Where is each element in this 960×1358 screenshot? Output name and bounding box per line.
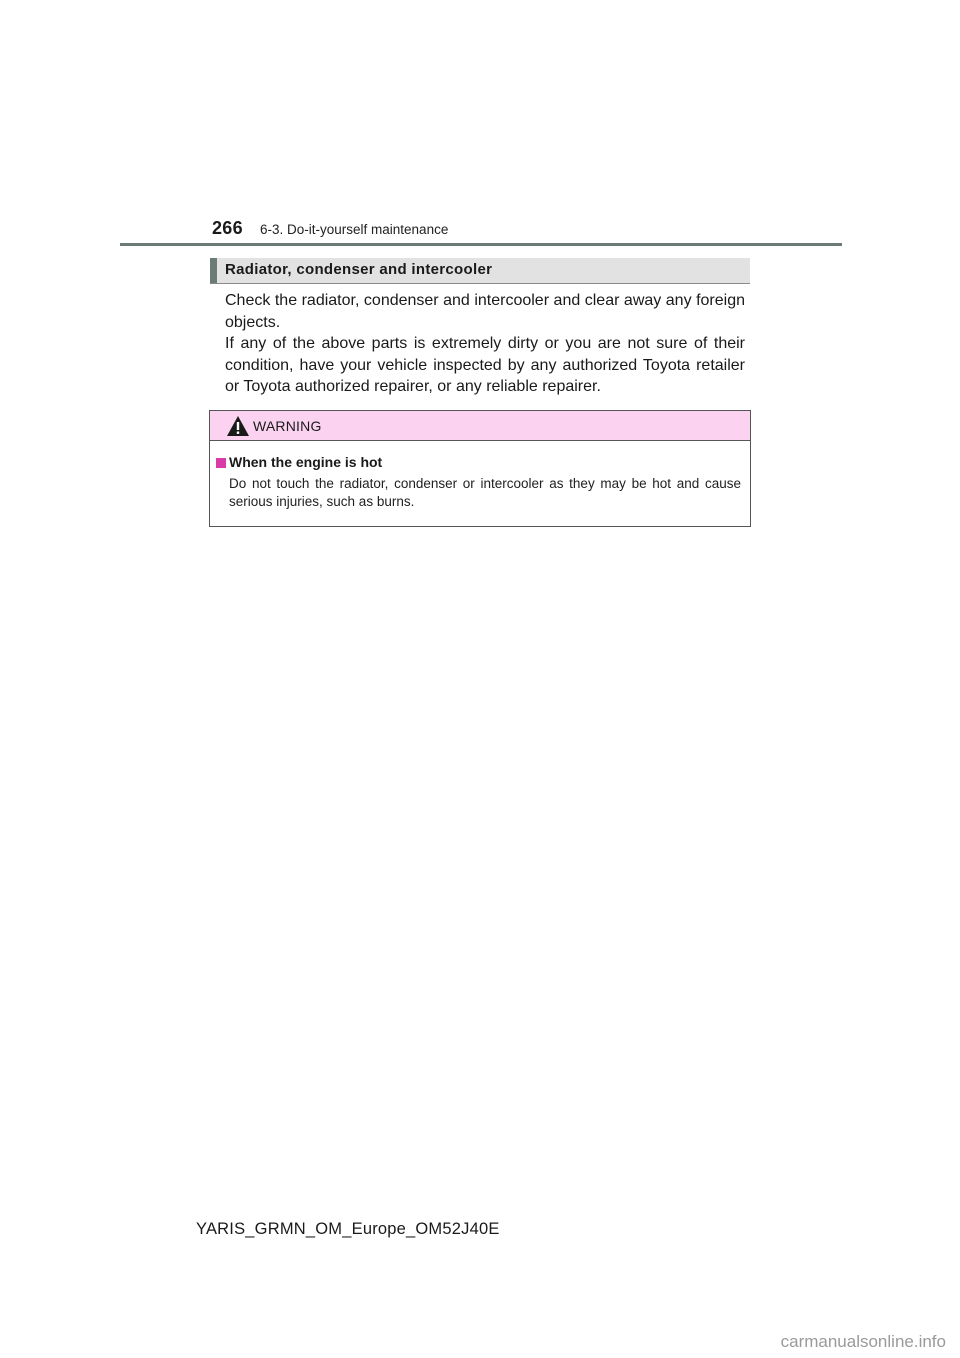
subheading (210, 258, 750, 284)
page-header (120, 218, 842, 246)
subheading-accent-bar (210, 258, 217, 283)
warning-box (209, 410, 751, 527)
section-label: 6-3. Do-it-yourself maintenance (260, 222, 449, 237)
square-bullet-icon (216, 458, 226, 468)
body-paragraph-2: If any of the above parts is extremely dirty or you are not sure of their condition, have your vehicle inspected by any authorized Toyota retailer or Toyota authorized repairer, or any reliable repairer. (225, 335, 745, 396)
warning-header (210, 411, 750, 441)
body-text (225, 290, 745, 398)
warning-item-title: When the engine is hot (229, 454, 383, 470)
warning-title: WARNING (253, 418, 322, 434)
body-paragraph-1: Check the radiator, condenser and intercooler and clear away any foreign objects. (225, 292, 745, 331)
document-code: YARIS_GRMN_OM_Europe_OM52J40E (196, 1220, 500, 1238)
warning-item-text: Do not touch the radiator, condenser or intercooler as they may be hot and cause serious injuries, such as burns. (229, 476, 741, 509)
warning-triangle-icon (226, 415, 250, 437)
watermark: carmanualsonline.info (780, 1332, 946, 1351)
subheading-title: Radiator, condenser and intercooler (225, 261, 493, 278)
page-number: 266 (212, 218, 243, 238)
header-divider (120, 243, 842, 246)
